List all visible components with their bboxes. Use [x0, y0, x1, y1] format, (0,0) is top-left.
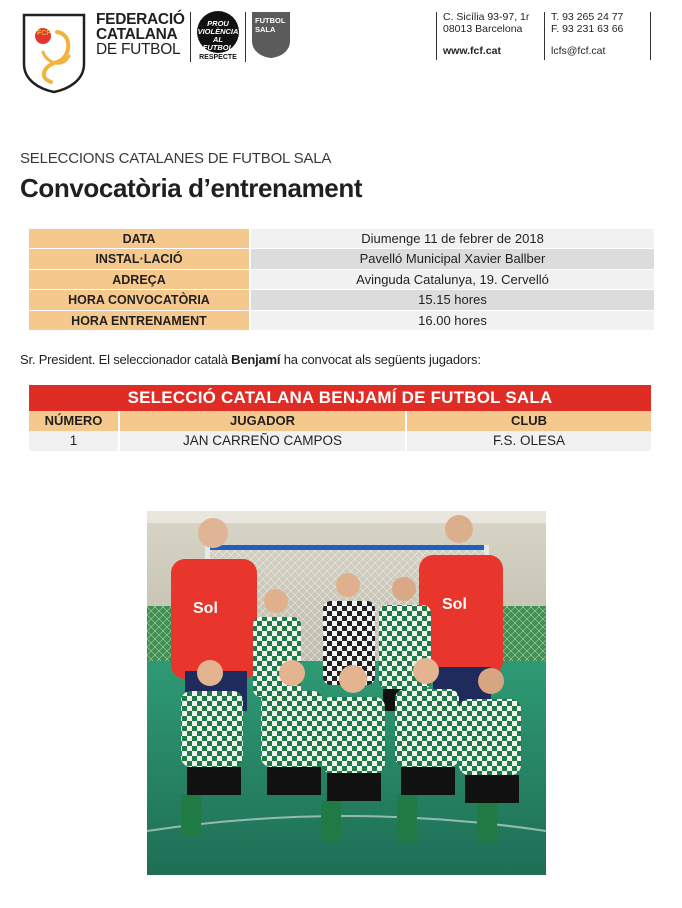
intro-category: Benjamí	[231, 352, 281, 367]
address-line2: 08013 Barcelona	[443, 23, 523, 35]
contact-divider-3	[650, 12, 651, 60]
selection-table	[29, 385, 651, 451]
document-subtitle: SELECCIONS CATALANES DE FUTBOL SALA	[20, 150, 332, 167]
futbol-sala-label	[255, 16, 285, 34]
info-row-training-time	[29, 311, 654, 331]
info-value: 15.15 hores	[251, 290, 654, 310]
info-label: DATA	[29, 229, 249, 249]
table-row	[29, 431, 651, 451]
info-row-address	[29, 270, 654, 290]
phone-block	[551, 11, 623, 57]
federation-line3: DE FUTBOL	[96, 41, 181, 58]
federation-name	[96, 12, 186, 57]
team-photo	[147, 511, 546, 875]
prou-text-3: AL FUTBOL	[202, 35, 234, 52]
futbol-sala-line1: FUTBOL	[255, 16, 286, 25]
info-value: Avinguda Catalunya, 19. Cervelló	[251, 270, 654, 290]
document-title: Convocatòria d’entrenament	[20, 173, 363, 203]
info-row-date	[29, 229, 654, 249]
fcf-shield-logo	[21, 12, 87, 94]
futbol-sala-line2: SALA	[255, 25, 276, 34]
selection-columns	[29, 411, 651, 431]
contact-divider-2	[544, 12, 545, 60]
prou-text-1: PROU	[207, 19, 229, 28]
fcf-mark: FCF	[37, 30, 51, 37]
column-number: NÚMERO	[29, 411, 118, 431]
info-row-call-time	[29, 290, 654, 310]
federation-line1: FEDERACIÓ	[96, 11, 185, 28]
shirt-text: Sol	[193, 600, 218, 617]
email-link[interactable]: lcfs@fcf.cat	[551, 45, 606, 57]
website-link[interactable]: www.fcf.cat	[443, 45, 501, 57]
prou-violencia-badge	[197, 11, 239, 53]
info-label: ADREÇA	[29, 270, 249, 290]
training-info-table	[29, 229, 654, 331]
player-number: 1	[29, 431, 118, 451]
contact-divider-1	[436, 12, 437, 60]
info-value: 16.00 hores	[251, 311, 654, 331]
fax-number: F. 93 231 63 66	[551, 23, 624, 35]
info-label: INSTAL·LACIÓ	[29, 249, 249, 269]
phone-number: T. 93 265 24 77	[551, 11, 624, 23]
respecte-label: RESPECTE	[199, 54, 237, 61]
info-value: Pavelló Municipal Xavier Ballber	[251, 249, 654, 269]
player-club: F.S. OLESA	[407, 431, 651, 451]
player-name: JAN CARREÑO CAMPOS	[120, 431, 405, 451]
team-photo-illustration	[147, 511, 546, 875]
prou-text-2: VIOLÈNCIA	[197, 27, 239, 36]
header-divider-1	[190, 12, 191, 62]
header-divider-2	[245, 12, 246, 62]
info-label: HORA CONVOCATÒRIA	[29, 290, 249, 310]
info-value: Diumenge 11 de febrer de 2018	[251, 229, 654, 249]
selection-heading: SELECCIÓ CATALANA BENJAMÍ DE FUTBOL SALA	[29, 385, 651, 411]
intro-text	[20, 352, 481, 367]
address-line1: C. Sicília 93-97, 1r	[443, 11, 530, 23]
column-player: JUGADOR	[120, 411, 405, 431]
intro-before: Sr. President. El seleccionador català	[20, 352, 232, 367]
address-block	[443, 11, 529, 57]
info-row-venue	[29, 249, 654, 269]
column-club: CLUB	[407, 411, 651, 431]
intro-after: ha convocat als següents jugadors:	[280, 352, 481, 367]
info-label: HORA ENTRENAMENT	[29, 311, 249, 331]
federation-line2: CATALANA	[96, 26, 178, 43]
shirt-text: Sol	[442, 596, 467, 613]
